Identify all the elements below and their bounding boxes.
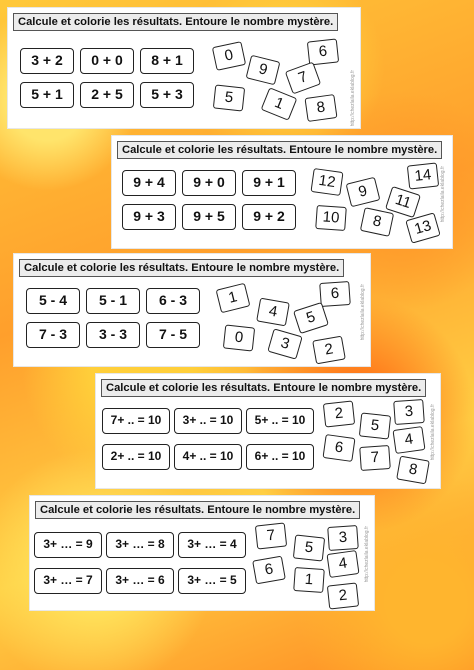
operation-box[interactable]: 8 + 1 bbox=[140, 48, 194, 74]
operation-box[interactable]: 3 - 3 bbox=[86, 322, 140, 348]
operation-box[interactable]: 9 + 1 bbox=[242, 170, 296, 196]
number-tile[interactable]: 4 bbox=[256, 298, 290, 327]
exercise-instruction: Calcule et colorie les résultats. Entoure le nombre mystère. bbox=[13, 13, 338, 31]
exercise-card-5 bbox=[30, 496, 374, 610]
operation-box[interactable]: 0 + 0 bbox=[80, 48, 134, 74]
operation-box[interactable]: 6+ .. = 10 bbox=[246, 444, 314, 470]
number-tile[interactable]: 1 bbox=[293, 567, 325, 593]
operation-box[interactable]: 2+ .. = 10 bbox=[102, 444, 170, 470]
credit-text: http://chezlaila.eklablog.fr bbox=[360, 284, 366, 341]
number-tile[interactable]: 3 bbox=[327, 525, 359, 551]
number-tile[interactable]: 6 bbox=[319, 281, 351, 307]
number-tile[interactable]: 3 bbox=[393, 399, 425, 425]
number-tile[interactable]: 0 bbox=[223, 324, 255, 351]
number-tile[interactable]: 12 bbox=[310, 168, 343, 196]
number-tile[interactable]: 2 bbox=[323, 400, 355, 427]
operation-box[interactable]: 3+ … = 6 bbox=[106, 568, 174, 594]
operation-box[interactable]: 9 + 2 bbox=[242, 204, 296, 230]
number-tile[interactable]: 8 bbox=[360, 207, 394, 237]
operation-box[interactable]: 9 + 0 bbox=[182, 170, 236, 196]
number-tile[interactable]: 5 bbox=[213, 84, 245, 111]
number-tile[interactable]: 6 bbox=[307, 38, 339, 65]
credit-text: http://chezlaila.eklablog.fr bbox=[364, 526, 370, 583]
number-tile[interactable]: 10 bbox=[315, 205, 347, 231]
exercise-instruction: Calcule et colorie les résultats. Entoure le nombre mystère. bbox=[35, 501, 360, 519]
credit-text: http://chezlaila.eklablog.fr bbox=[350, 70, 356, 127]
operation-box[interactable]: 9 + 4 bbox=[122, 170, 176, 196]
number-tile[interactable]: 6 bbox=[322, 434, 355, 462]
operation-box[interactable]: 3+ … = 7 bbox=[34, 568, 102, 594]
exercise-card-4 bbox=[96, 374, 440, 488]
number-tile[interactable]: 0 bbox=[212, 41, 246, 71]
exercise-instruction: Calcule et colorie les résultats. Entoure le nombre mystère. bbox=[19, 259, 344, 277]
number-tile[interactable]: 11 bbox=[385, 186, 421, 218]
exercise-card-2 bbox=[112, 136, 452, 248]
operation-box[interactable]: 4+ .. = 10 bbox=[174, 444, 242, 470]
operation-box[interactable]: 3+ … = 4 bbox=[178, 532, 246, 558]
operation-box[interactable]: 9 + 3 bbox=[122, 204, 176, 230]
number-tile[interactable]: 3 bbox=[267, 328, 302, 359]
operation-box[interactable]: 5 - 1 bbox=[86, 288, 140, 314]
operation-box[interactable]: 3+ … = 8 bbox=[106, 532, 174, 558]
credit-text: http://chezlaila.eklablog.fr bbox=[430, 404, 436, 461]
number-tile[interactable]: 4 bbox=[392, 426, 425, 454]
exercise-card-1 bbox=[8, 8, 360, 128]
number-tile[interactable]: 5 bbox=[359, 412, 391, 439]
operation-box[interactable]: 3+ .. = 10 bbox=[174, 408, 242, 434]
operation-box[interactable]: 5 + 3 bbox=[140, 82, 194, 108]
number-tile[interactable]: 8 bbox=[304, 94, 337, 122]
number-tile[interactable]: 13 bbox=[405, 212, 440, 243]
number-tile[interactable]: 8 bbox=[396, 456, 430, 485]
operation-box[interactable]: 2 + 5 bbox=[80, 82, 134, 108]
number-tile[interactable]: 2 bbox=[327, 582, 359, 609]
number-tile[interactable]: 9 bbox=[346, 177, 381, 208]
number-tile[interactable]: 1 bbox=[216, 283, 251, 314]
operation-box[interactable]: 3+ … = 9 bbox=[34, 532, 102, 558]
exercise-instruction: Calcule et colorie les résultats. Entoure le nombre mystère. bbox=[117, 141, 442, 159]
number-tile[interactable]: 7 bbox=[255, 522, 287, 549]
operation-box[interactable]: 3 + 2 bbox=[20, 48, 74, 74]
number-tile[interactable]: 1 bbox=[261, 87, 298, 120]
number-tile[interactable]: 5 bbox=[293, 534, 325, 561]
number-tile[interactable]: 5 bbox=[293, 302, 329, 334]
number-tile[interactable]: 7 bbox=[359, 445, 391, 471]
exercise-instruction: Calcule et colorie les résultats. Entoure le nombre mystère. bbox=[101, 379, 426, 397]
operation-box[interactable]: 5 - 4 bbox=[26, 288, 80, 314]
operation-box[interactable]: 6 - 3 bbox=[146, 288, 200, 314]
number-tile[interactable]: 2 bbox=[312, 336, 346, 365]
operation-box[interactable]: 7 - 3 bbox=[26, 322, 80, 348]
number-tile[interactable]: 4 bbox=[326, 550, 359, 578]
operation-box[interactable]: 5+ .. = 10 bbox=[246, 408, 314, 434]
number-tile[interactable]: 9 bbox=[246, 55, 281, 86]
operation-box[interactable]: 9 + 5 bbox=[182, 204, 236, 230]
operation-box[interactable]: 5 + 1 bbox=[20, 82, 74, 108]
operation-box[interactable]: 3+ … = 5 bbox=[178, 568, 246, 594]
number-tile[interactable]: 6 bbox=[252, 556, 286, 585]
number-tile[interactable]: 14 bbox=[407, 162, 439, 189]
exercise-card-3 bbox=[14, 254, 370, 366]
operation-box[interactable]: 7 - 5 bbox=[146, 322, 200, 348]
credit-text: http://chezlaila.eklablog.fr bbox=[440, 166, 446, 223]
number-tile[interactable]: 7 bbox=[285, 62, 321, 95]
operation-box[interactable]: 7+ .. = 10 bbox=[102, 408, 170, 434]
